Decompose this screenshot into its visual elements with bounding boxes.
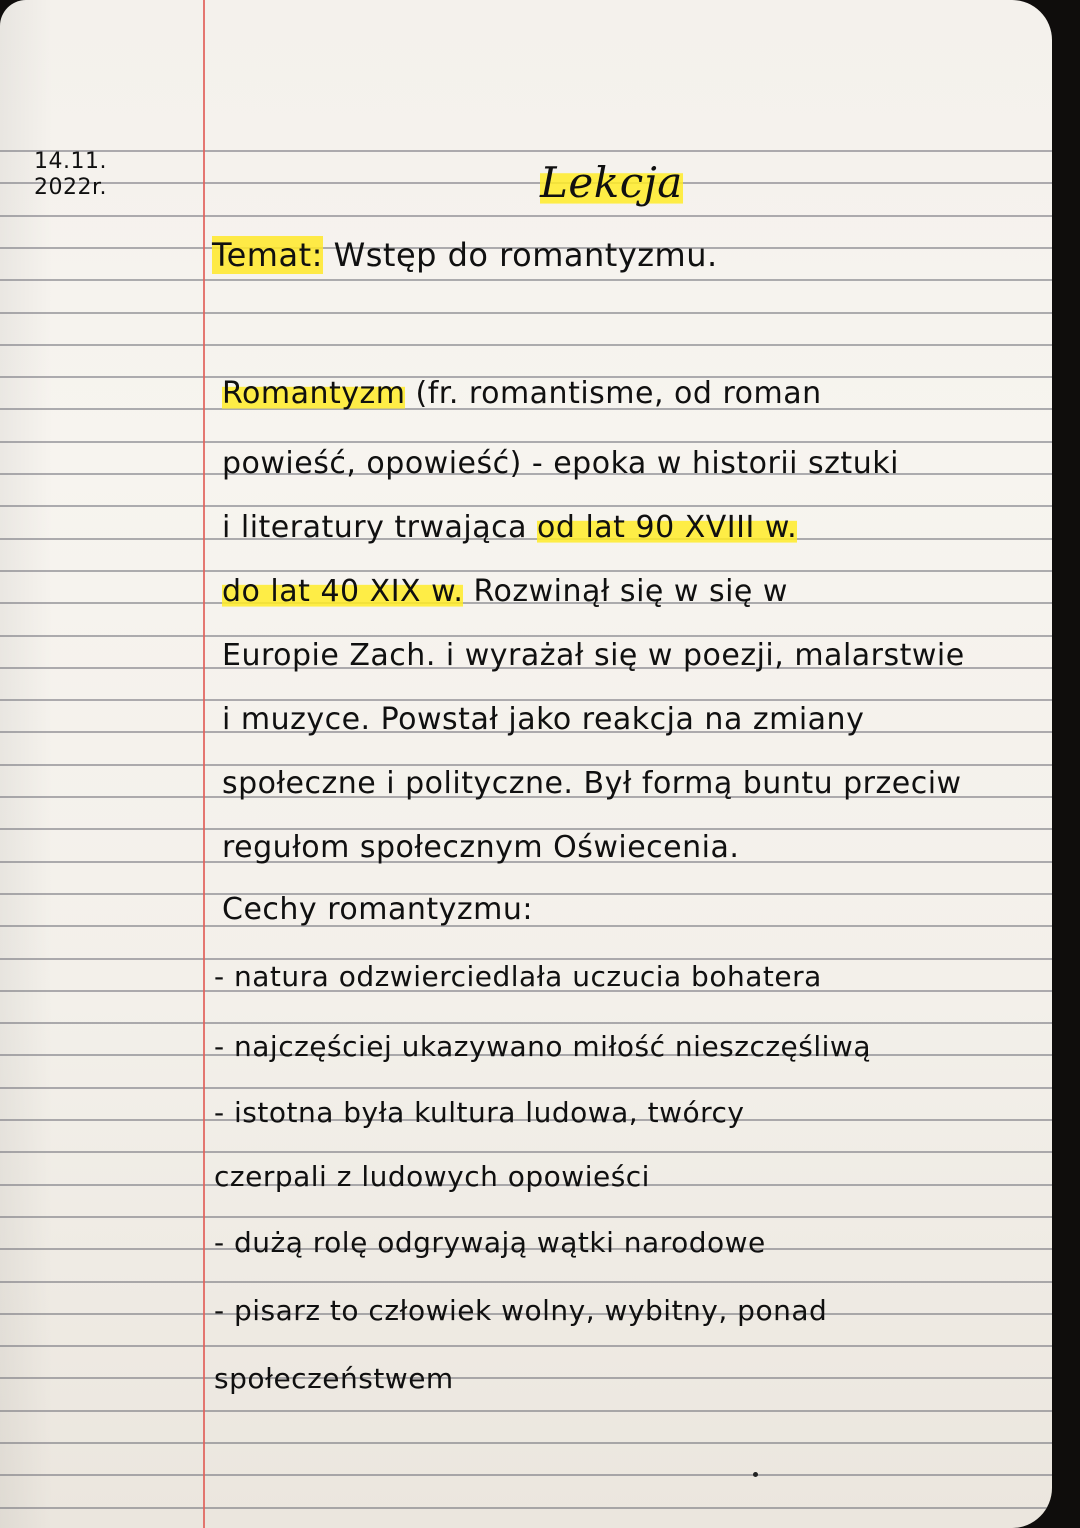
- ruled-line: [0, 1474, 1052, 1476]
- feature-item: - pisarz to człowiek wolny, wybitny, ponad: [214, 1294, 828, 1327]
- ruled-line: [0, 1410, 1052, 1412]
- ruled-line: [0, 1281, 1052, 1283]
- definition-line-6: i muzyce. Powstał jako reakcja na zmiany: [222, 702, 865, 737]
- definition-line-3-start: i literatury trwająca: [222, 510, 538, 545]
- feature-item: - dużą rolę odgrywają wątki narodowe: [214, 1226, 766, 1259]
- feature-item: - istotna była kultura ludowa, twórcy: [214, 1096, 745, 1129]
- definition-line-4: [222, 574, 788, 609]
- date-day-month: 14.11.: [34, 149, 107, 174]
- ruled-line: [0, 1345, 1052, 1347]
- ruled-line: [0, 699, 1052, 701]
- date-range-start: od lat 90 XVIII w.: [537, 510, 798, 545]
- ruled-line: [0, 279, 1052, 281]
- date-range-end: do lat 40 XIX w.: [222, 574, 464, 609]
- term-romantyzm: Romantyzm: [222, 376, 406, 411]
- margin-line: [203, 0, 205, 1528]
- definition-line-2: powieść, opowieść) - epoka w historii sztuki: [222, 446, 899, 481]
- lesson-title: [540, 158, 683, 207]
- feature-item: - natura odzwierciedlała uczucia bohatera: [214, 960, 822, 993]
- definition-line-1-rest: (fr. romantisme, od roman: [405, 376, 822, 411]
- features-heading: Cechy romantyzmu:: [222, 892, 533, 927]
- definition-line-3: [222, 510, 797, 545]
- pen-dot: [753, 1472, 758, 1477]
- ruled-line: [0, 570, 1052, 572]
- ruled-line: [0, 1216, 1052, 1218]
- ruled-line: [0, 1442, 1052, 1444]
- topic-label: Temat:: [212, 236, 323, 274]
- definition-line-8: regułom społecznym Oświecenia.: [222, 830, 740, 865]
- ruled-line: [0, 505, 1052, 507]
- lesson-title-text: Lekcja: [540, 158, 683, 207]
- ruled-line: [0, 312, 1052, 314]
- ruled-line: [0, 1151, 1052, 1153]
- feature-item: - najczęściej ukazywano miłość nieszczęśliwą: [214, 1030, 871, 1063]
- ruled-line: [0, 1377, 1052, 1379]
- definition-line-5: Europie Zach. i wyrażał się w poezji, malarstwie: [222, 638, 965, 673]
- date-year: 2022r.: [34, 175, 108, 200]
- definition-line-7: społeczne i polityczne. Był formą buntu przeciw: [222, 766, 962, 801]
- topic-line: [212, 236, 718, 274]
- ruled-line: [0, 635, 1052, 637]
- definition-line-4-rest: Rozwinął się w się w: [463, 574, 788, 609]
- ruled-line: [0, 150, 1052, 152]
- definition-line-1: [222, 376, 822, 411]
- ruled-line: [0, 215, 1052, 217]
- ruled-line: [0, 344, 1052, 346]
- feature-item-continuation: czerpali z ludowych opowieści: [214, 1160, 650, 1193]
- ruled-line: [0, 441, 1052, 443]
- topic-text: Wstęp do romantyzmu.: [322, 236, 718, 274]
- ruled-line: [0, 1022, 1052, 1024]
- ruled-line: [0, 1087, 1052, 1089]
- ruled-line: [0, 182, 1052, 184]
- ruled-line: [0, 1507, 1052, 1509]
- feature-item-continuation: społeczeństwem: [214, 1362, 454, 1395]
